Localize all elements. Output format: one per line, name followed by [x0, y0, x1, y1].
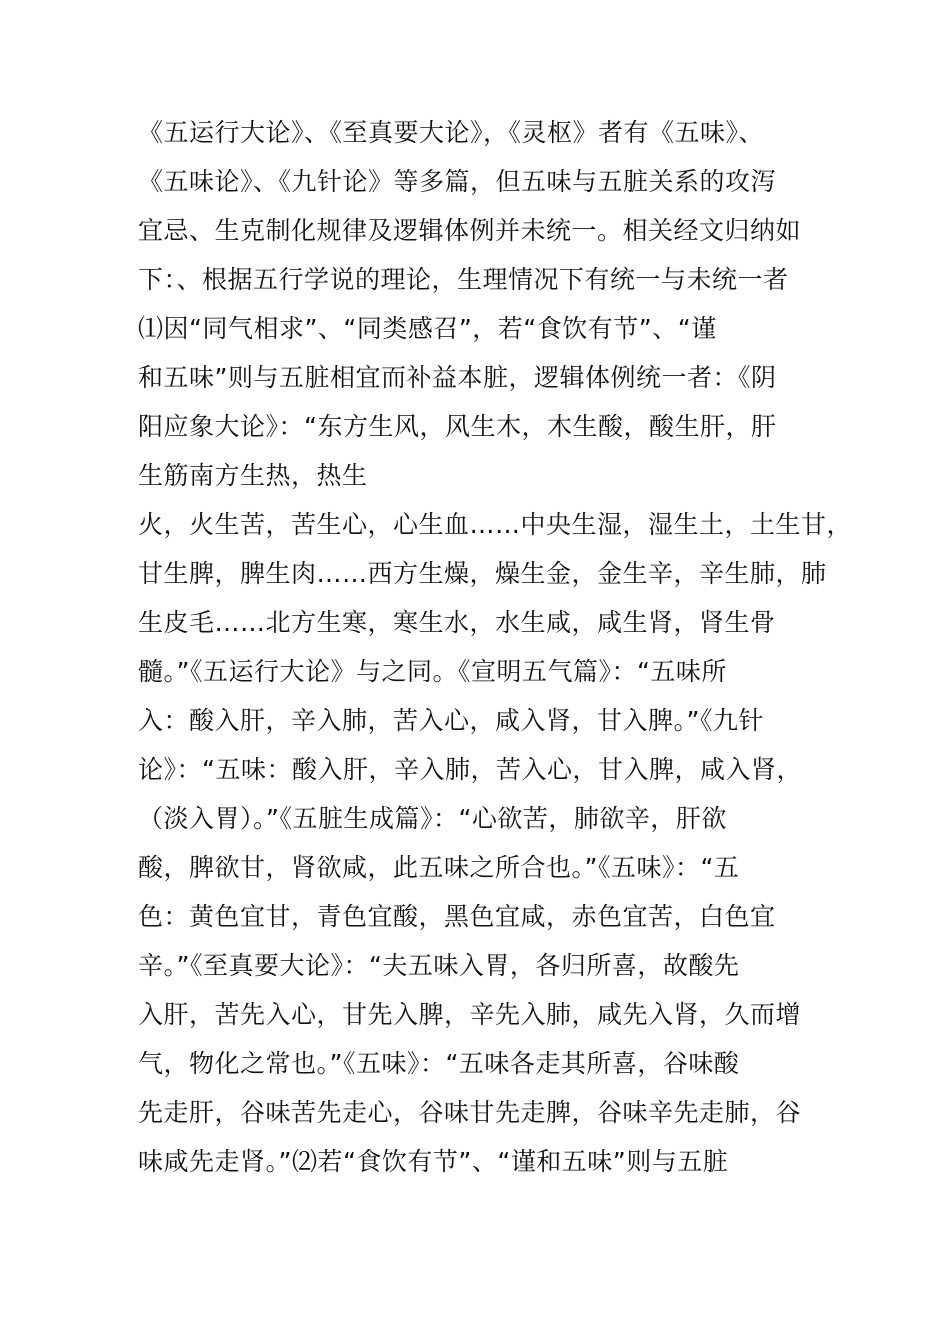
text-line: 论》：“五味：酸入肝，辛入肺，苦入心，甘入脾，咸入肾，	[138, 755, 802, 784]
text-line: 甘生脾，脾生肉……西方生燥，燥生金，金生辛，辛生肺，肺	[138, 559, 827, 588]
text-line: 入：酸入肝，辛入肺，苦入心，咸入肾，甘入脾。”《九针	[138, 706, 764, 735]
text-line: 色：黄色宜甘，青色宜酸，黑色宜咸，赤色宜苦，白色宜	[138, 902, 776, 931]
text-line: 酸，脾欲甘，肾欲咸，此五味之所合也。”《五味》：“五	[138, 853, 740, 882]
text-line: 生皮毛……北方生寒，寒生水，水生咸，咸生肾，肾生骨	[138, 608, 776, 637]
text-line: 火，火生苦，苦生心，心生血……中央生湿，湿生土，土生甘，	[138, 510, 853, 539]
text-line: 下：、根据五行学说的理论，生理情况下有统一与未统一者	[138, 265, 789, 294]
text-line: 入肝，苦先入心，甘先入脾，辛先入肺，咸先入肾，久而增	[138, 1000, 802, 1029]
text-line: 味咸先走肾。”⑵若“食饮有节”、“谨和五味”则与五脏	[138, 1147, 729, 1176]
text-line: 和五味”则与五脏相宜而补益本脏，逻辑体例统一者：《阴	[138, 363, 777, 392]
text-line: 先走肝，谷味苦先走心，谷味甘先走脾，谷味辛先走肺，谷	[138, 1098, 802, 1127]
text-line: 《五味论》、《九针论》等多篇，但五味与五脏关系的攻泻	[138, 167, 777, 196]
text-line: 《五运行大论》、《至真要大论》，《灵枢》者有《五味》、	[138, 118, 765, 147]
text-line: 辛。”《至真要大论》：“夫五味入胃，各归所喜，故酸先	[138, 951, 740, 980]
text-line: ⑴因“同气相求”、“同类感召”，若“食饮有节”、“谨	[138, 314, 717, 343]
text-line: 髓。”《五运行大论》与之同。《宣明五气篇》：“五味所	[138, 657, 727, 686]
text-line: （淡入胃）。”《五脏生成篇》：“心欲苦，肺欲辛，肝欲	[138, 804, 727, 833]
text-line: 阳应象大论》：“东方生风，风生木，木生酸，酸生肝，肝	[138, 412, 777, 441]
body-text	[138, 108, 853, 1186]
text-line: 气，物化之常也。”《五味》：“五味各走其所喜，谷味酸	[138, 1049, 740, 1078]
text-line: 宜忌、生克制化规律及逻辑体例并未统一。相关经文归纳如	[138, 216, 802, 245]
text-line: 生筋南方生热，热生	[138, 461, 368, 490]
